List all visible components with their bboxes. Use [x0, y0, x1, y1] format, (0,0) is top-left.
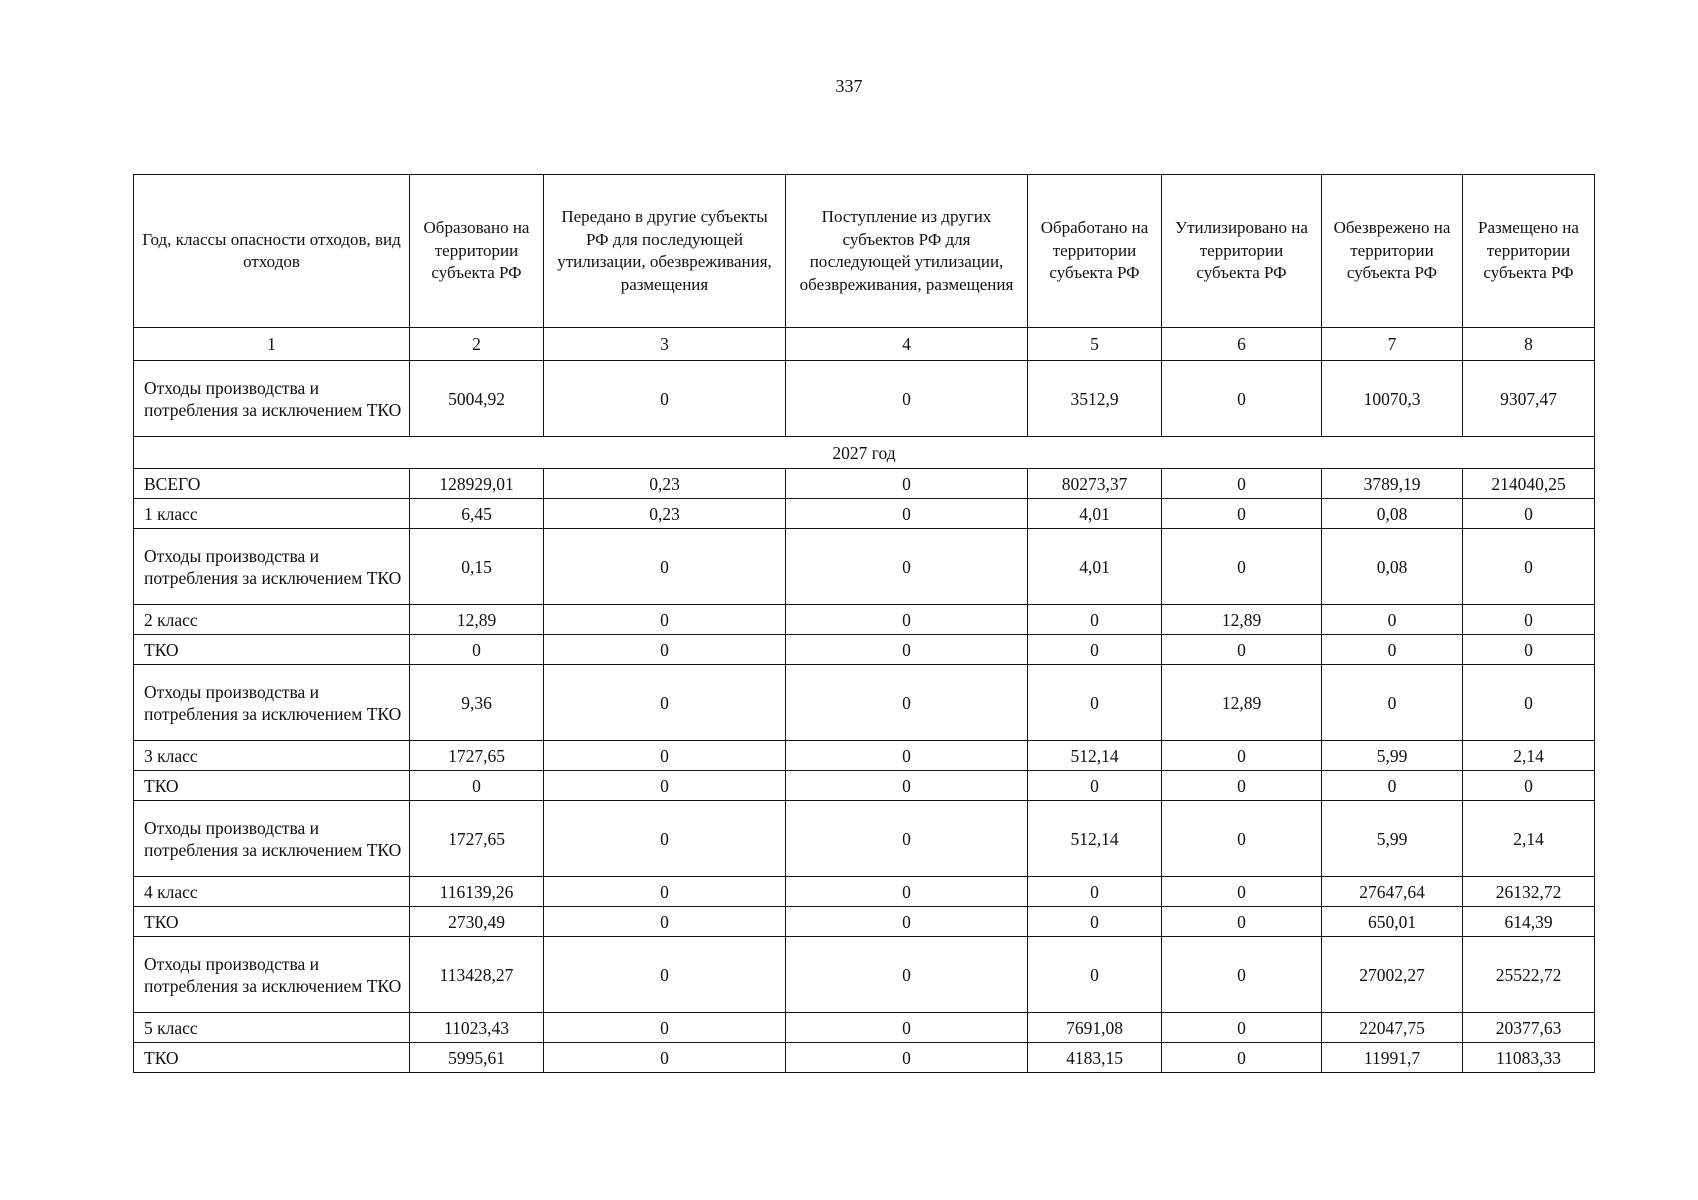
value-cell: 0: [786, 605, 1028, 635]
value-cell: 0: [1162, 877, 1322, 907]
row-label: 4 класс: [134, 877, 410, 907]
row-label: 5 класс: [134, 1013, 410, 1043]
value-cell: 0: [544, 801, 786, 877]
column-header: Год, классы опасности отходов, вид отходов: [134, 175, 410, 328]
value-cell: 0: [1162, 907, 1322, 937]
value-cell: 512,14: [1028, 801, 1162, 877]
value-cell: 0: [1028, 635, 1162, 665]
row-label: Отходы производства и потребления за исключением ТКО: [134, 529, 410, 605]
row-label: 3 класс: [134, 741, 410, 771]
value-cell: 20377,63: [1463, 1013, 1595, 1043]
table-row: [134, 877, 1595, 907]
column-number: 3: [544, 328, 786, 361]
value-cell: 0,15: [410, 529, 544, 605]
value-cell: 0: [1463, 771, 1595, 801]
value-cell: 1727,65: [410, 801, 544, 877]
value-cell: 4,01: [1028, 529, 1162, 605]
value-cell: 11991,7: [1322, 1043, 1463, 1073]
value-cell: 0: [786, 665, 1028, 741]
value-cell: 0: [1322, 771, 1463, 801]
column-number: 4: [786, 328, 1028, 361]
value-cell: 0: [1028, 605, 1162, 635]
table-row: [134, 1013, 1595, 1043]
column-number: 8: [1463, 328, 1595, 361]
value-cell: 0: [1162, 771, 1322, 801]
column-header: Образовано на территории субъекта РФ: [410, 175, 544, 328]
table-row: [134, 937, 1595, 1013]
value-cell: 11023,43: [410, 1013, 544, 1043]
value-cell: 0: [544, 361, 786, 437]
row-label: ТКО: [134, 771, 410, 801]
value-cell: 0,08: [1322, 499, 1463, 529]
value-cell: 0: [786, 1013, 1028, 1043]
column-header: Утилизировано на территории субъекта РФ: [1162, 175, 1322, 328]
column-header: Передано в другие субъекты РФ для последующей утилизации, обезвреживания, размещения: [544, 175, 786, 328]
table-row: [134, 665, 1595, 741]
value-cell: 0: [1162, 635, 1322, 665]
value-cell: 0: [1463, 605, 1595, 635]
row-label: 2 класс: [134, 605, 410, 635]
table-row: [134, 361, 1595, 437]
column-number: 2: [410, 328, 544, 361]
row-label: Отходы производства и потребления за исключением ТКО: [134, 665, 410, 741]
value-cell: 512,14: [1028, 741, 1162, 771]
value-cell: 0: [544, 665, 786, 741]
value-cell: 22047,75: [1322, 1013, 1463, 1043]
value-cell: 0: [786, 877, 1028, 907]
column-header: Размещено на территории субъекта РФ: [1463, 175, 1595, 328]
value-cell: 0: [544, 635, 786, 665]
value-cell: 0: [410, 635, 544, 665]
value-cell: 3512,9: [1028, 361, 1162, 437]
column-number: 6: [1162, 328, 1322, 361]
value-cell: 0: [786, 529, 1028, 605]
value-cell: 80273,37: [1028, 469, 1162, 499]
value-cell: 0: [1463, 499, 1595, 529]
value-cell: 0: [1028, 665, 1162, 741]
waste-data-table: [133, 174, 1595, 1073]
table-row: [134, 771, 1595, 801]
row-label: Отходы производства и потребления за исключением ТКО: [134, 361, 410, 437]
value-cell: 0: [786, 801, 1028, 877]
value-cell: 0: [786, 1043, 1028, 1073]
value-cell: 2730,49: [410, 907, 544, 937]
value-cell: 0: [1162, 741, 1322, 771]
header-row: [134, 175, 1595, 328]
value-cell: 650,01: [1322, 907, 1463, 937]
value-cell: 0: [786, 635, 1028, 665]
value-cell: 27647,64: [1322, 877, 1463, 907]
value-cell: 26132,72: [1463, 877, 1595, 907]
value-cell: 0: [1322, 605, 1463, 635]
value-cell: 12,89: [410, 605, 544, 635]
value-cell: 0: [544, 877, 786, 907]
value-cell: 0: [786, 469, 1028, 499]
table-row: [134, 605, 1595, 635]
column-header: Обезврежено на территории субъекта РФ: [1322, 175, 1463, 328]
value-cell: 0: [1162, 1013, 1322, 1043]
value-cell: 12,89: [1162, 665, 1322, 741]
column-number: 7: [1322, 328, 1463, 361]
value-cell: 0: [1463, 665, 1595, 741]
value-cell: 11083,33: [1463, 1043, 1595, 1073]
value-cell: 116139,26: [410, 877, 544, 907]
value-cell: 0,23: [544, 469, 786, 499]
value-cell: 27002,27: [1322, 937, 1463, 1013]
value-cell: 128929,01: [410, 469, 544, 499]
table-row: [134, 499, 1595, 529]
value-cell: 12,89: [1162, 605, 1322, 635]
value-cell: 0: [1463, 635, 1595, 665]
value-cell: 9,36: [410, 665, 544, 741]
value-cell: 0: [1162, 469, 1322, 499]
value-cell: 7691,08: [1028, 1013, 1162, 1043]
value-cell: 4,01: [1028, 499, 1162, 529]
value-cell: 5,99: [1322, 801, 1463, 877]
value-cell: 0: [544, 605, 786, 635]
value-cell: 2,14: [1463, 741, 1595, 771]
row-label: ВСЕГО: [134, 469, 410, 499]
value-cell: 0: [544, 1043, 786, 1073]
row-label: ТКО: [134, 635, 410, 665]
value-cell: 113428,27: [410, 937, 544, 1013]
value-cell: 0: [1162, 937, 1322, 1013]
column-number-row: [134, 328, 1595, 361]
value-cell: 25522,72: [1463, 937, 1595, 1013]
value-cell: 0: [786, 771, 1028, 801]
value-cell: 0: [1162, 499, 1322, 529]
row-label: ТКО: [134, 907, 410, 937]
value-cell: 0: [410, 771, 544, 801]
value-cell: 4183,15: [1028, 1043, 1162, 1073]
value-cell: 0,23: [544, 499, 786, 529]
column-number: 1: [134, 328, 410, 361]
value-cell: 214040,25: [1463, 469, 1595, 499]
table-row: [134, 469, 1595, 499]
value-cell: 3789,19: [1322, 469, 1463, 499]
column-header: Поступление из других субъектов РФ для последующей утилизации, обезвреживания, размещения: [786, 175, 1028, 328]
value-cell: 0: [544, 529, 786, 605]
value-cell: 0: [786, 361, 1028, 437]
table-row: [134, 801, 1595, 877]
value-cell: 0: [544, 907, 786, 937]
value-cell: 0: [1322, 635, 1463, 665]
value-cell: 2,14: [1463, 801, 1595, 877]
value-cell: 0: [1322, 665, 1463, 741]
value-cell: 0: [786, 741, 1028, 771]
value-cell: 0: [1463, 529, 1595, 605]
value-cell: 0: [1028, 771, 1162, 801]
value-cell: 10070,3: [1322, 361, 1463, 437]
table-row: [134, 529, 1595, 605]
value-cell: 1727,65: [410, 741, 544, 771]
value-cell: 0: [1028, 907, 1162, 937]
row-label: 1 класс: [134, 499, 410, 529]
value-cell: 5995,61: [410, 1043, 544, 1073]
value-cell: 0: [544, 741, 786, 771]
year-label: 2027 год: [134, 437, 1595, 469]
row-label: Отходы производства и потребления за исключением ТКО: [134, 937, 410, 1013]
value-cell: 0: [1162, 529, 1322, 605]
table-body: [134, 328, 1595, 1073]
year-section-row: [134, 437, 1595, 469]
value-cell: 0: [544, 771, 786, 801]
value-cell: 0: [786, 907, 1028, 937]
value-cell: 614,39: [1463, 907, 1595, 937]
value-cell: 5004,92: [410, 361, 544, 437]
value-cell: 5,99: [1322, 741, 1463, 771]
column-number: 5: [1028, 328, 1162, 361]
value-cell: 0: [544, 937, 786, 1013]
value-cell: 0: [1162, 361, 1322, 437]
value-cell: 9307,47: [1463, 361, 1595, 437]
value-cell: 0: [1162, 801, 1322, 877]
value-cell: 0,08: [1322, 529, 1463, 605]
value-cell: 0: [786, 937, 1028, 1013]
value-cell: 0: [1162, 1043, 1322, 1073]
value-cell: 0: [786, 499, 1028, 529]
page-number: 337: [835, 76, 863, 96]
value-cell: 6,45: [410, 499, 544, 529]
column-header: Обработано на территории субъекта РФ: [1028, 175, 1162, 328]
value-cell: 0: [1028, 937, 1162, 1013]
value-cell: 0: [1028, 877, 1162, 907]
row-label: ТКО: [134, 1043, 410, 1073]
table-row: [134, 635, 1595, 665]
row-label: Отходы производства и потребления за исключением ТКО: [134, 801, 410, 877]
value-cell: 0: [544, 1013, 786, 1043]
table-row: [134, 1043, 1595, 1073]
table-row: [134, 907, 1595, 937]
table-row: [134, 741, 1595, 771]
